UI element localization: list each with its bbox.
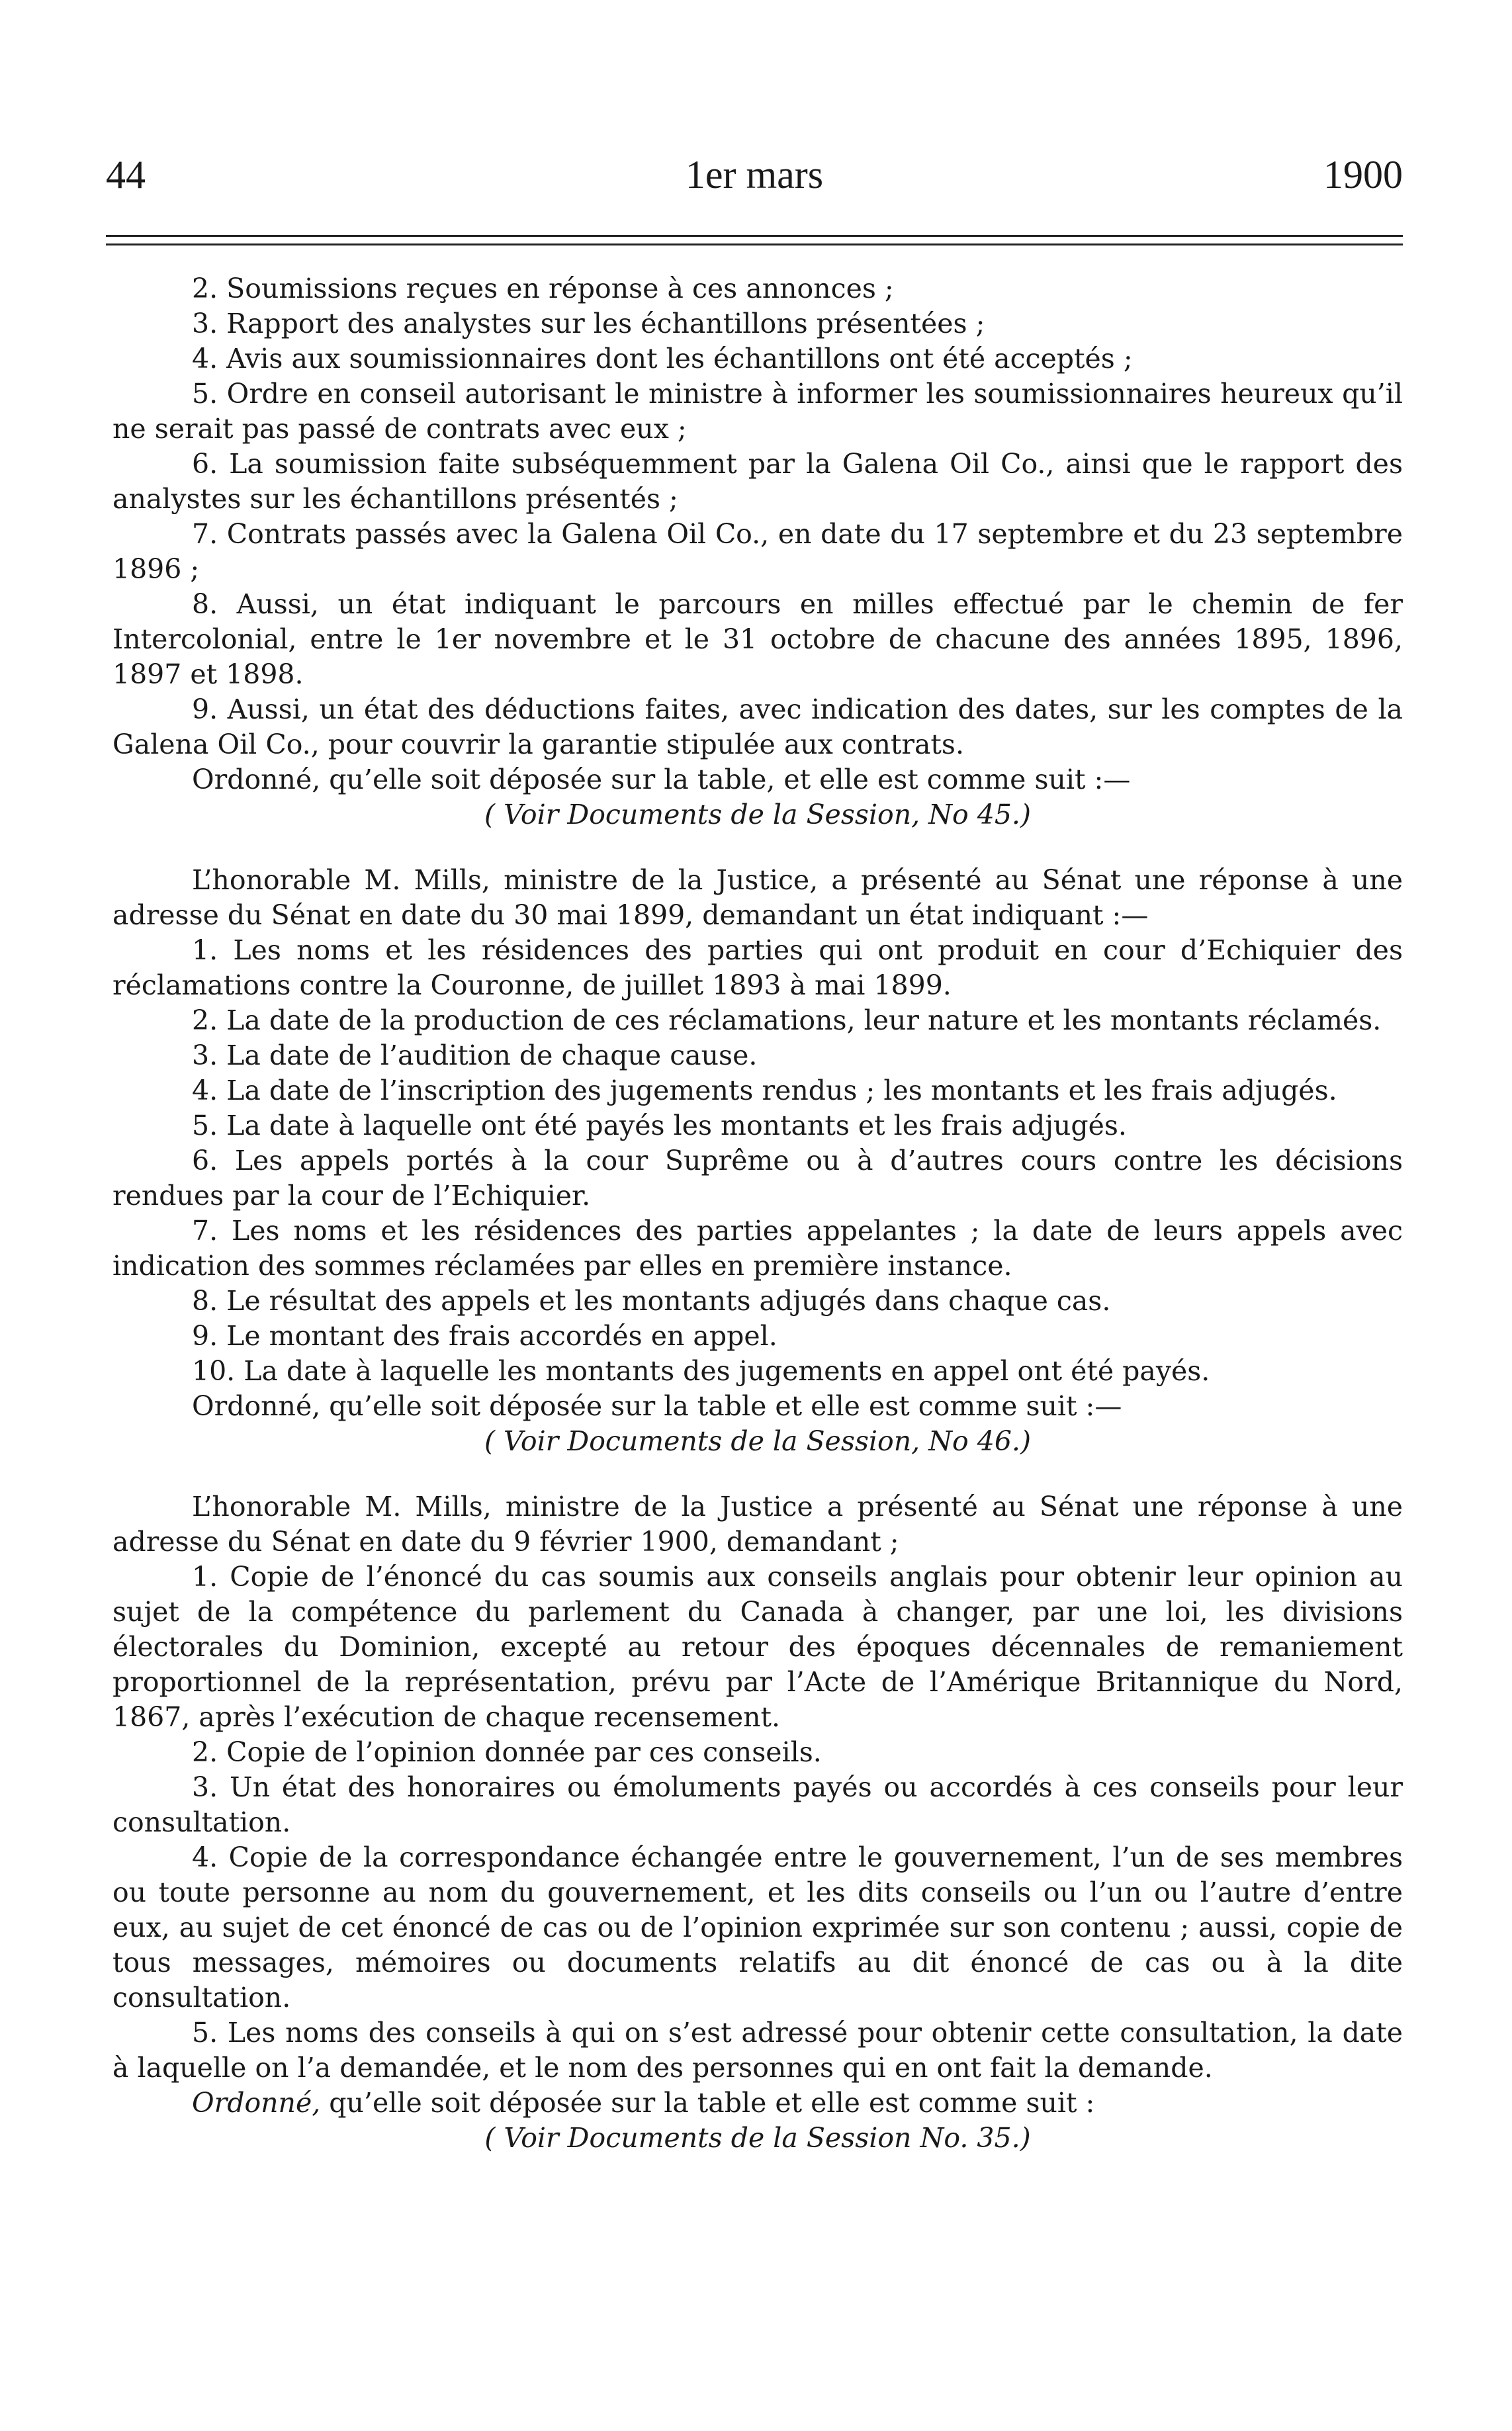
closing-paragraph [112,2086,1403,2121]
paragraph: 5. Ordre en conseil autorisant le ministre à informer les soumissionnaires heureux qu’il ne serait pas passé de contrats avec eux ; [112,378,1403,445]
document-body [112,271,1403,2156]
session-citation: ( Voir Documents de la Session, No 46.) [484,1425,1031,1457]
paragraph: 4. La date de l’inscription des jugements rendus ; les montants et les frais adjugés. [192,1075,1337,1106]
session-citation: ( Voir Documents de la Session No. 35.) [484,2122,1031,2154]
page-number: 44 [106,153,146,197]
paragraph: L’honorable M. Mills, ministre de la Justice a présenté au Sénat une réponse à une adresse du Sénat en date du 9 février 1900, demandant ; [112,1491,1403,1558]
paragraph: 7. Les noms et les résidences des parties appelantes ; la date de leurs appels avec indication des sommes réclamées par elles en première instance. [112,1215,1403,1282]
paragraph: 2. La date de la production de ces réclamations, leur nature et les montants réclamés. [192,1004,1382,1036]
paragraph: 3. Rapport des analystes sur les échantillons présentées ; [192,308,985,339]
closing-italic: Ordonné, [192,2087,321,2119]
header-rule-bottom [106,243,1403,245]
paragraph: 6. Les appels portés à la cour Suprême ou à d’autres cours contre les décisions rendues par la cour de l’Echiquier. [112,1145,1403,1212]
closing-text: qu’elle soit déposée sur la table et elle est comme suit : [320,2087,1095,2119]
paragraph: 8. Aussi, un état indiquant le parcours en milles effectué par le chemin de fer Intercolonial, entre le 1er novembre et le 31 octobre de chacune des années 1895, 1896, 1897 et 1898. [112,588,1403,690]
paragraph: 8. Le résultat des appels et les montants adjugés dans chaque cas. [192,1285,1111,1317]
page-year: 1900 [1323,153,1403,197]
paragraph: 7. Contrats passés avec la Galena Oil Co., en date du 17 septembre et du 23 septembre 1896 ; [112,518,1403,585]
paragraph: 4. Copie de la correspondance échangée entre le gouvernement, l’un de ses membres ou toute personne au nom du gouvernement, et les dits conseils ou l’un ou l’autre d’entre eux, au sujet de cet énoncé de cas ou de l’opinion exprimée sur son contenu ; aussi, copie de tous messages, mémoires ou documents relatifs au dit énoncé de cas ou à la dite consultation. [112,1841,1403,2013]
page-date: 1er mars [685,153,824,197]
paragraph: 1. Copie de l’énoncé du cas soumis aux conseils anglais pour obtenir leur opinion au sujet de la compétence du parlement du Canada à changer, par une loi, les divisions électorales du Dominion, excepté au retour des époques décennales de remaniement proportionnel de la représentation, prévu par l’Acte de l’Amérique Britannique du Nord, 1867, après l’exécution de chaque recensement. [112,1561,1403,1733]
paragraph: 3. Un état des honoraires ou émoluments payés ou accordés à ces conseils pour leur consultation. [112,1771,1403,1838]
paragraph: 3. La date de l’audition de chaque cause. [192,1039,758,1071]
page-header [106,152,1403,205]
paragraph: 6. La soumission faite subséquemment par la Galena Oil Co., ainsi que le rapport des analystes sur les échantillons présentés ; [112,448,1403,515]
paragraph: 2. Copie de l’opinion donnée par ces conseils. [192,1736,822,1768]
paragraph: L’honorable M. Mills, ministre de la Justice, a présenté au Sénat une réponse à une adresse du Sénat en date du 30 mai 1899, demandant un état indiquant :— [112,864,1403,931]
paragraph: Ordonné, qu’elle soit déposée sur la table, et elle est comme suit :— [192,764,1131,795]
paragraph: 2. Soumissions reçues en réponse à ces annonces ; [192,273,894,304]
paragraph: Ordonné, qu’elle soit déposée sur la table et elle est comme suit :— [192,1390,1122,1422]
paragraph: 4. Avis aux soumissionnaires dont les échantillons ont été acceptés ; [192,343,1133,375]
paragraph: 10. La date à laquelle les montants des jugements en appel ont été payés. [192,1355,1210,1387]
header-rule-top [106,235,1403,237]
session-citation: ( Voir Documents de la Session, No 45.) [484,799,1031,830]
paragraph: 5. La date à laquelle ont été payés les montants et les frais adjugés. [192,1110,1127,1141]
paragraph: 5. Les noms des conseils à qui on s’est adressé pour obtenir cette consultation, la date à laquelle on l’a demandée, et le nom des personnes qui en ont fait la demande. [112,2017,1403,2084]
paragraph: 9. Aussi, un état des déductions faites, avec indication des dates, sur les comptes de la Galena Oil Co., pour couvrir la garantie stipulée aux contrats. [112,693,1403,760]
paragraph: 1. Les noms et les résidences des parties qui ont produit en cour d’Echiquier des réclamations contre la Couronne, de juillet 1893 à mai 1899. [112,934,1403,1001]
paragraph: 9. Le montant des frais accordés en appel. [192,1320,778,1352]
